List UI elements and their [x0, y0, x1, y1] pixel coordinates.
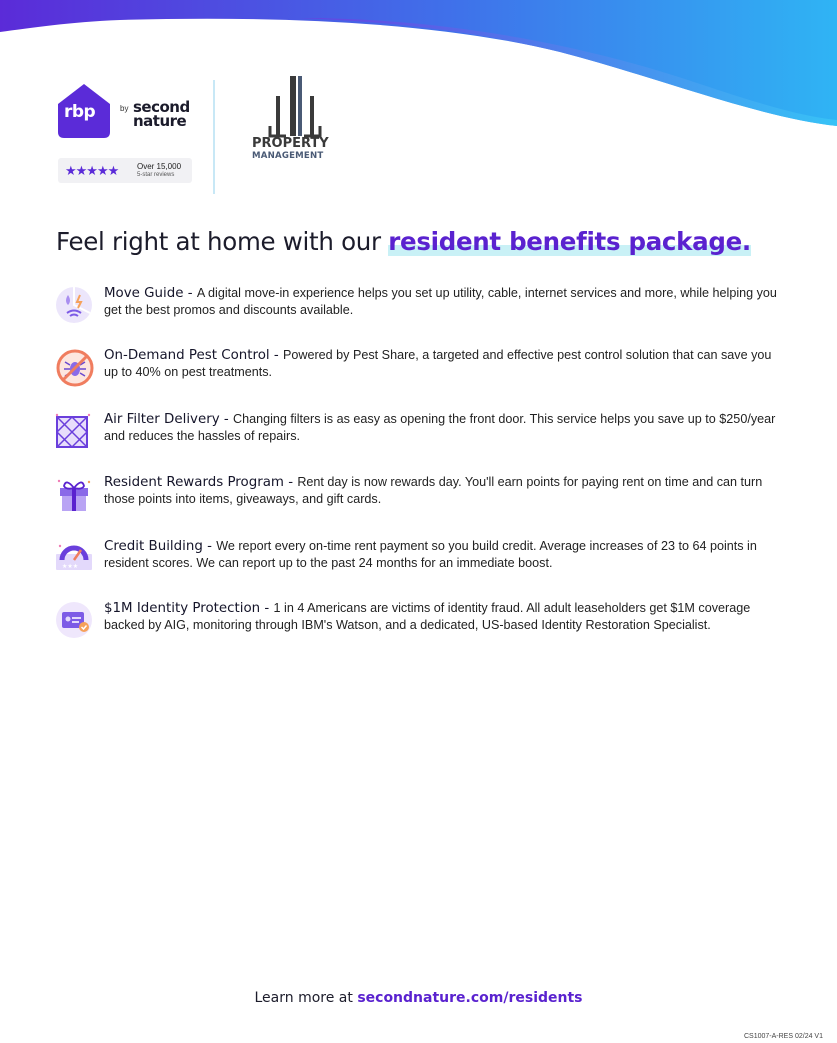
- brand-name-line1: second: [133, 98, 190, 116]
- benefit-rewards: [54, 474, 784, 524]
- header-wave: [0, 0, 837, 140]
- benefit-title: $1M Identity Protection -: [104, 601, 274, 616]
- footer-prefix: Learn more at: [254, 990, 358, 1006]
- benefit-identity-protection: [54, 600, 784, 650]
- benefit-description: We report every on-time rent payment so you build credit. Average increases of 23 to 64 points in resident scores. We can report up to the past 24 months for an immediate boost.: [104, 539, 757, 570]
- headline-prefix: Feel right at home with our: [56, 227, 389, 256]
- credit-gauge-icon: [54, 538, 94, 578]
- reviews-label: 5-star reviews: [137, 172, 175, 178]
- brand-name-line2: nature: [133, 112, 187, 130]
- property-management-wordmark: [252, 138, 329, 162]
- logo-divider: [213, 80, 215, 194]
- benefit-description: Powered by Pest Share, a targeted and effective pest control solution that can save you up to 40% on pest treatments.: [104, 348, 772, 379]
- gift-icon: [54, 474, 94, 514]
- five-star-icon: ★★★★★: [65, 163, 119, 178]
- move-guide-icon: [54, 285, 94, 325]
- pest-control-icon: [54, 347, 94, 387]
- identity-card-icon: [54, 600, 94, 640]
- benefit-title: Resident Rewards Program -: [104, 475, 298, 490]
- pm-line2: MANAGEMENT: [252, 151, 324, 161]
- second-nature-wordmark: [133, 100, 190, 128]
- reviews-badge: [58, 158, 192, 183]
- benefit-credit-building: [54, 538, 784, 588]
- footer-learn-more: [0, 990, 837, 1006]
- benefit-description: A digital move-in experience helps you set up utility, cable, internet services and more, while helping you get the best promos and discounts available.: [104, 286, 777, 317]
- page-headline: [56, 227, 751, 256]
- benefit-description: Rent day is now rewards day. You'll earn points for paying rent on time and can turn those points into items, giveaways, and gift cards.: [104, 475, 763, 506]
- air-filter-icon: [54, 411, 94, 451]
- document-code: CS1007-A-RES 02/24 V1: [744, 1033, 823, 1040]
- by-label: by: [120, 104, 129, 113]
- benefit-move-guide: [54, 285, 784, 335]
- rbp-logo-text: rbp: [64, 102, 96, 122]
- benefit-pest-control: [54, 347, 784, 397]
- pm-line1: PROPERTY: [252, 136, 329, 151]
- footer-url-link[interactable]: secondnature.com/residents: [357, 990, 583, 1006]
- reviews-count: Over 15,000: [137, 162, 182, 171]
- benefit-title: Air Filter Delivery -: [104, 412, 233, 427]
- benefit-air-filter: [54, 411, 784, 461]
- svg-text:★★★: ★★★: [62, 563, 79, 570]
- headline-highlight: resident benefits package.: [388, 227, 751, 256]
- benefit-description: Changing filters is as easy as opening the front door. This service helps you save up to $250/year and reduces the hassles of repairs.: [104, 412, 776, 443]
- benefit-title: Credit Building -: [104, 539, 217, 554]
- benefit-title: Move Guide -: [104, 286, 197, 301]
- benefit-description: 1 in 4 Americans are victims of identity fraud. All adult leaseholders get $1M coverage backed by AIG, monitoring through IBM's Watson, and a dedicated, US-based Identity Restoration Specialist.: [104, 601, 751, 632]
- benefit-title: On-Demand Pest Control -: [104, 348, 283, 363]
